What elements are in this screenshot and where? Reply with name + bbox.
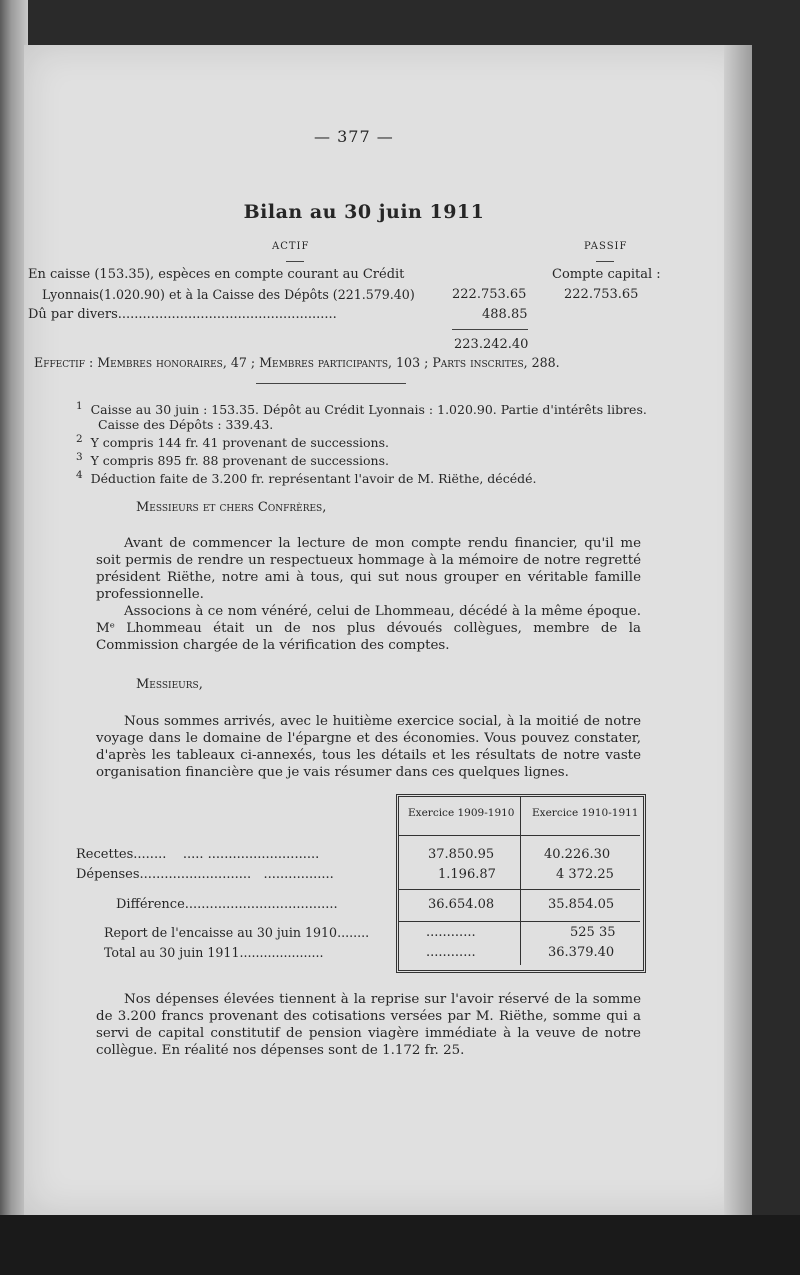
page-title: Bilan au 30 juin 1911 [243,201,485,223]
row-label: Différence [116,897,185,912]
actif-rule [286,261,304,262]
col-header-1910: Exercice 1910-1911 [532,807,639,819]
footnote-3 [76,450,666,468]
footnote-text: Y compris 895 fr. 88 provenant de successions. [90,453,389,469]
row-label: Recettes [76,847,134,862]
footnote-text: Y compris 144 fr. 41 provenant de successions. [90,435,389,451]
footnote-1 [76,399,666,417]
du-par-divers-label: Dû par divers [28,307,118,322]
total-1910: 36.379.40 [548,945,615,960]
difference-1910: 35.854.05 [548,897,615,912]
actif-header: ACTIF [272,241,310,252]
balance-total: 223.242.40 [454,337,529,352]
footnote-text: Caisse au 30 juin : 153.35. Dépôt au Crédit Lyonnais : 1.020.90. Partie d'intérêts libres. [90,402,647,418]
depenses-1910: 4 372.25 [556,867,614,882]
balance-line-1: En caisse (153.35), espèces en compte courant au Crédit [28,267,405,282]
section-divider [256,383,406,384]
footnote-mark: 1 [76,400,83,412]
footnote-mark: 2 [76,433,83,446]
passif-header: PASSIF [584,241,628,252]
table-column-divider [520,797,521,965]
footnote-text: Caisse des Dépôts : 339.43. [98,417,274,433]
compte-capital-label: Compte capital : [552,267,661,282]
paragraph-3: Nous sommes arrivés, avec le huitième exercice social, à la moitié de notre voyage dans le domaine de l'épargne et des économies. Vous pouvez constater, d'après les tableaux ci-annexés, tous les détails et les résultats de notre vaste organisation financière que je vais résumer dans ces quelques lignes. [96,714,641,780]
row-recettes-label: Recettes........ ..... ........................... [76,847,320,862]
row-report-label: Report de l'encaisse au 30 juin 1910........ [104,925,370,940]
table-header-rule [399,835,640,836]
salutation-1: Messieurs et chers Confrères, [136,500,327,515]
depenses-1909: 1.196.87 [438,867,496,882]
page-number: — 377 — [314,127,394,146]
row-label: Dépenses [76,867,140,882]
recettes-1910: 40.226.30 [544,847,611,862]
report-1910: 525 35 [570,925,616,940]
row-label: Report de l'encaisse au 30 juin 1910 [104,925,338,940]
col-header-1909: Exercice 1909-1910 [408,807,515,819]
total-rule [452,329,528,330]
document-page [24,45,752,1215]
balance-line-3 [28,307,337,322]
table-subtotal-rule-2 [399,921,640,922]
difference-1909: 36.654.08 [428,897,495,912]
compte-capital-amount: 222.753.65 [564,287,639,302]
paragraph-1: Avant de commencer la lecture de mon compte rendu financier, qu'il me soit permis de rendre un respectueux hommage à la mémoire de notre regretté président Riëthe, notre ami à tous, qui sut nous grouper en véritable famille professionnelle. [96,536,641,602]
balance-amount-2: 488.85 [482,307,528,322]
passif-rule [596,261,614,262]
footnote-mark: 3 [76,451,83,464]
balance-line-2: Lyonnais(1.020.90) et à la Caisse des Dépôts (221.579.40) [42,287,415,302]
scan-background [0,1215,800,1275]
balance-amount-1: 222.753.65 [452,287,527,302]
row-total-label: Total au 30 juin 1911..................... [104,945,324,960]
paragraph-2: Associons à ce nom vénéré, celui de Lhommeau, décédé à la même époque. Mᵉ Lhommeau était un de nos plus dévoués collègues, membre de la Commission chargée de la vérification des comptes. [96,604,641,653]
total-1909: ............ [426,945,476,960]
salutation-2: Messieurs, [136,677,203,692]
footnote-mark: 4 [76,469,83,482]
page-stack-edge [724,45,752,1215]
recettes-1909: 37.850.95 [428,847,495,862]
footnote-2 [76,432,666,450]
paragraph-4: Nos dépenses élevées tiennent à la reprise sur l'avoir réservé de la somme de 3.200 francs provenant des cotisations versées par M. Riëthe, somme qui a servi de capital constitutif de pension viagère immédiate à la veuve de notre collègue. En réalité nos dépenses sont de 1.172 fr. 25. [96,992,641,1058]
footnote-text: Déduction faite de 3.200 fr. représentant l'avoir de M. Riëthe, décédé. [90,471,537,487]
row-difference-label: Différence..................................... [116,897,338,912]
footnote-1-cont [76,417,666,432]
row-depenses-label: Dépenses........................... ................. [76,867,334,882]
table-subtotal-rule [399,889,640,890]
row-label: Total au 30 juin 1911 [104,945,240,960]
leader-dots: ..................................................... [117,307,337,322]
footnote-4 [76,468,666,486]
footnote-list [76,399,666,487]
effectif-line: Effectif : Membres honoraires, 47 ; Membres participants, 103 ; Parts inscrites, 288. [34,355,560,370]
report-1909: ............ [426,925,476,940]
